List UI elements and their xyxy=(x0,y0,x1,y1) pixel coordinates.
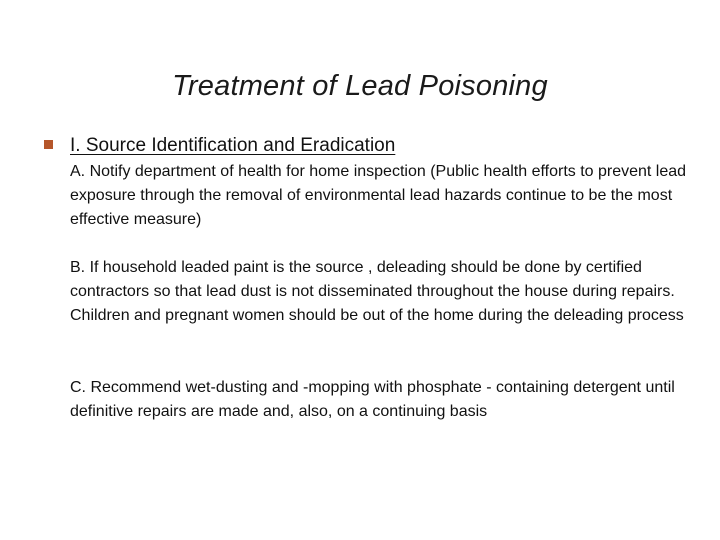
paragraph-c: C. Recommend wet-dusting and -mopping with phosphate - containing detergent until definitive repairs are made and, also, on a continuing basis xyxy=(70,379,675,420)
paragraph-b: B. If household leaded paint is the source , deleading should be done by certified contractors so that lead dust is not disseminated throughout the house during repairs. Children and pregnant women should be out of the home during the deleading process xyxy=(70,259,684,324)
bullet-heading-row xyxy=(44,134,684,158)
paragraph-a: A. Notify department of health for home inspection (Public health efforts to prevent lead exposure through the removal of environmental lead hazards continue to be the most effective measure) xyxy=(70,163,687,228)
slide-title: Treatment of Lead Poisoning xyxy=(172,70,548,102)
bullet-heading: I. Source Identification and Eradication xyxy=(70,135,396,156)
square-bullet-icon xyxy=(44,140,53,149)
